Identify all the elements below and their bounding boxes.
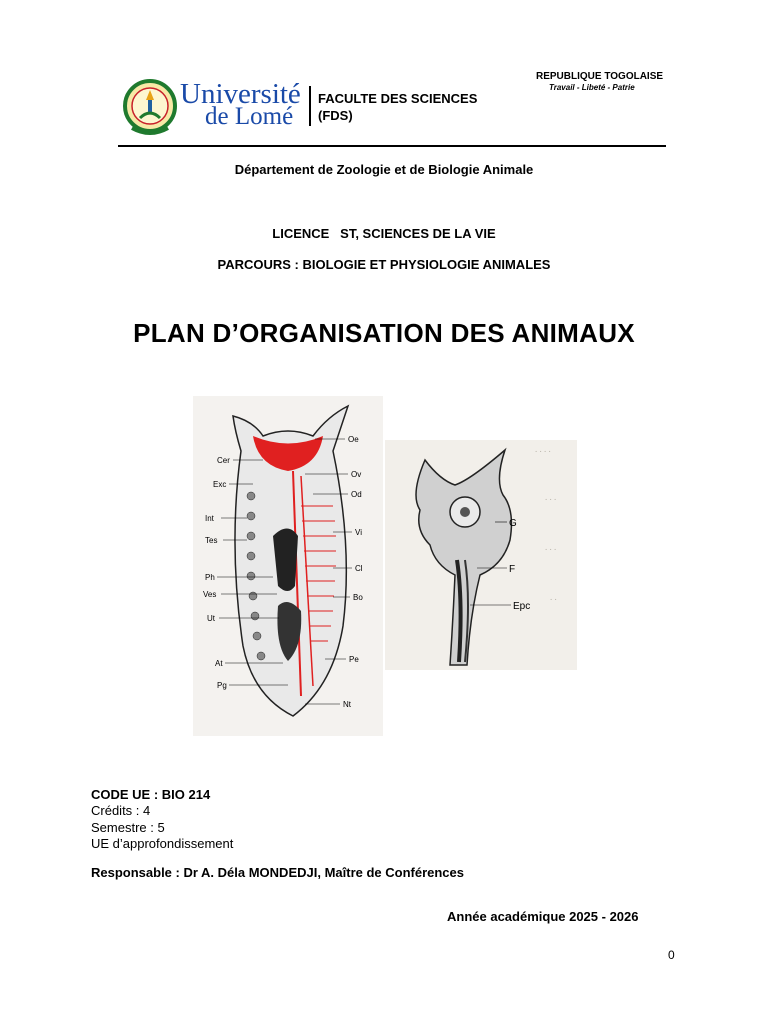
svg-text:. . .: . . . [545, 492, 557, 502]
label-ut: Ut [207, 614, 215, 623]
department-name: Département de Zoologie et de Biologie Animale [234, 162, 534, 177]
svg-text:. .: . . [550, 592, 557, 602]
label-ph: Ph [205, 573, 215, 582]
label-pe: Pe [349, 655, 359, 664]
label-vi: Vi [355, 528, 362, 537]
label-ves: Ves [203, 590, 217, 599]
label-epc: Epc [513, 601, 531, 612]
label-tes: Tes [205, 536, 218, 545]
university-seal-logo [122, 78, 178, 138]
svg-text:. . . .: . . . . [535, 444, 551, 454]
label-cer: Cer [217, 456, 230, 465]
label-nt: Nt [343, 700, 351, 709]
page-number: 0 [668, 948, 675, 962]
course-credits: Crédits : 4 [91, 803, 151, 818]
republic-name: REPUBLIQUE TOGOLAISE [536, 71, 664, 82]
course-ue-type: UE d’approfondissement [91, 836, 234, 851]
cell-structure-illustration [385, 440, 577, 670]
university-name-line1: Université [180, 78, 301, 110]
label-at: At [215, 659, 223, 668]
label-bo: Bo [353, 593, 363, 602]
academic-year: Année académique 2025 - 2026 [447, 909, 639, 924]
label-exc: Exc [213, 480, 227, 489]
label-f: F [509, 564, 516, 575]
header-separator [309, 86, 311, 126]
label-od: Od [351, 490, 362, 499]
course-responsible: Responsable : Dr A. Déla MONDEDJI, Maître de Conférences [91, 865, 465, 880]
course-code: CODE UE : BIO 214 [91, 787, 211, 802]
parcours-line: PARCOURS : BIOLOGIE ET PHYSIOLOGIE ANIMALES [217, 257, 551, 272]
republic-motto: Travail - Libeté - Patrie [549, 83, 635, 92]
header-rule [118, 145, 666, 147]
label-int: Int [205, 514, 214, 523]
label-oe: Oe [348, 435, 359, 444]
label-cl: Cl [355, 564, 363, 573]
course-semester: Semestre : 5 [91, 820, 165, 835]
faculty-name: FACULTE DES SCIENCES [318, 91, 478, 106]
flatworm-anatomy-illustration [193, 396, 383, 736]
faculty-abbreviation: (FDS) [318, 108, 353, 123]
licence-line: LICENCE ST, SCIENCES DE LA VIE [272, 226, 496, 241]
label-g: G [509, 518, 517, 529]
svg-text:. . .: . . . [545, 542, 557, 552]
label-ov: Ov [351, 470, 362, 479]
document-title: PLAN D’ORGANISATION DES ANIMAUX [133, 318, 635, 348]
university-name-line2: de Lomé [205, 103, 294, 130]
label-pg: Pg [217, 681, 227, 690]
